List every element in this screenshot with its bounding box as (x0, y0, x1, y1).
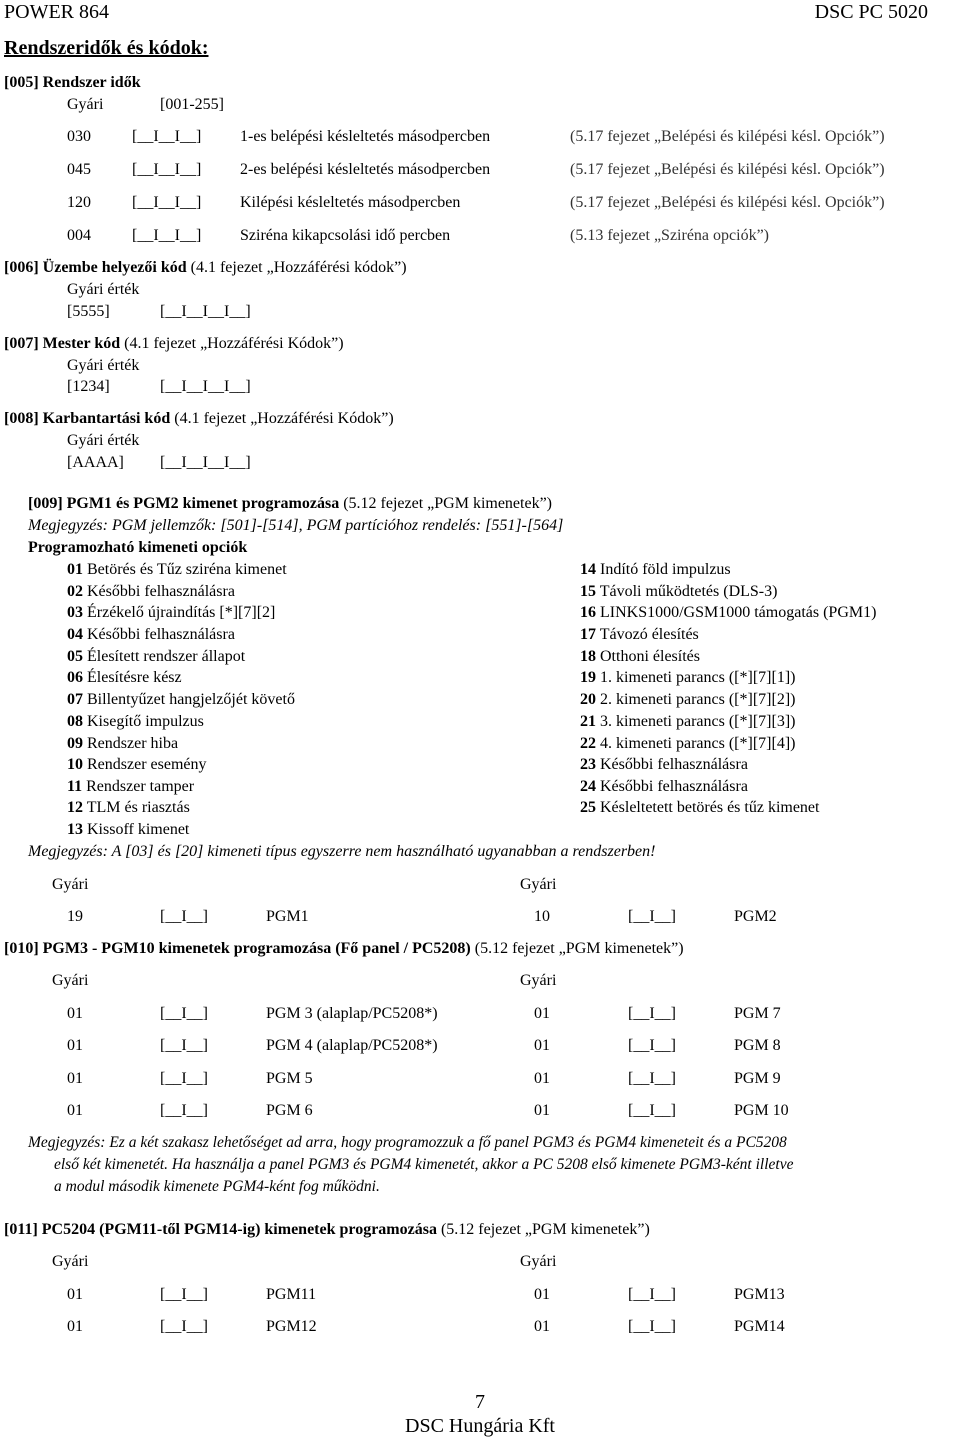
option-text: Távoli működtetés (DLS-3) (596, 583, 778, 600)
row-value: 01 (534, 1102, 550, 1119)
section-009-note-1: Megjegyzés: PGM jellemzők: [501]-[514], PGM partícióhoz rendelés: [551]-[564] (28, 517, 564, 534)
section-007-title: [007] Mester kód (4, 335, 121, 352)
option-text: Élesített rendszer állapot (83, 648, 246, 665)
options-title: Programozható kimeneti opciók (28, 539, 248, 556)
section-008-title: [008] Karbantartási kód (4, 410, 171, 427)
row-value: 01 (534, 1037, 550, 1054)
row-description: 1-es belépési késleltetés másodpercben (240, 128, 491, 145)
option-text: Későbbi felhasználásra (596, 778, 748, 795)
list-item (580, 714, 795, 730)
list-item (67, 627, 235, 643)
output-name: PGM 3 (alaplap/PC5208*) (266, 1005, 438, 1022)
output-name: PGM 9 (734, 1070, 781, 1087)
output-name: PGM 8 (734, 1037, 781, 1054)
output-name: PGM12 (266, 1318, 317, 1335)
section-008-heading (4, 411, 394, 427)
entry-box[interactable]: [__I__] (160, 1102, 208, 1119)
section-006-title: [006] Üzembe helyezői kód (4, 259, 187, 276)
option-text: Rendszer tamper (82, 778, 195, 795)
entry-box[interactable]: [__I__] (628, 1005, 676, 1022)
list-item (67, 800, 190, 816)
option-text: Érzékelő újraindítás [*][7][2] (83, 604, 276, 621)
row-value: 01 (67, 1070, 83, 1087)
option-text: Távozó élesítés (596, 626, 699, 643)
row-reference: (5.17 fejezet „Belépési és kilépési késl. Opciók”) (570, 194, 885, 211)
list-item (67, 822, 189, 838)
option-number: 21 (580, 713, 596, 730)
option-number: 02 (67, 583, 83, 600)
section-009-note-2: Megjegyzés: A [03] és [20] kimeneti típus egyszerre nem használható ugyanabban a rendszerben! (28, 843, 656, 860)
option-text: 4. kimeneti parancs ([*][7][4]) (596, 735, 796, 752)
option-number: 14 (580, 561, 596, 578)
list-item (580, 627, 699, 643)
option-text: Rendszer esemény (83, 756, 207, 773)
section-005-range: [001-255] (160, 96, 224, 113)
option-number: 05 (67, 648, 83, 665)
section-009-title: [009] PGM1 és PGM2 kimenet programozása (28, 495, 340, 512)
list-item (67, 714, 204, 730)
section-007-heading (4, 336, 344, 352)
option-number: 08 (67, 713, 83, 730)
list-item (67, 649, 245, 665)
entry-box[interactable]: [__I__I__] (132, 161, 202, 178)
list-item (580, 605, 876, 621)
option-text: Élesítésre kész (83, 669, 182, 686)
option-text: Késleltetett betörés és tűz kimenet (596, 799, 820, 816)
option-number: 06 (67, 669, 83, 686)
list-item (67, 779, 194, 795)
header-left: POWER 864 (4, 1, 109, 23)
option-text: Otthoni élesítés (596, 648, 700, 665)
option-number: 03 (67, 604, 83, 621)
option-text: Kissoff kimenet (83, 821, 190, 838)
list-item (580, 670, 795, 686)
section-007-reference: (4.1 fejezet „Hozzáférési Kódok”) (120, 335, 344, 352)
section-010-note-line-1: Megjegyzés: Ez a két szakasz lehetőséget ad arra, hogy programozzuk a fő panel PGM3 és PGM4 kimeneteit és a PC5208 (28, 1134, 787, 1151)
list-item (580, 800, 819, 816)
section-010-note-line-3: a modul második kimenete PGM4-ként fog működni. (54, 1178, 380, 1195)
section-009-heading (28, 496, 552, 512)
list-item (580, 584, 777, 600)
row-value: 01 (67, 1102, 83, 1119)
option-text: Kisegítő impulzus (83, 713, 204, 730)
section-007-default-label: Gyári érték (67, 357, 140, 374)
option-number: 23 (580, 756, 596, 773)
row-value: 01 (534, 1286, 550, 1303)
option-number: 16 (580, 604, 596, 621)
section-008-default-value: [AAAA] (67, 454, 124, 471)
section-010-title: [010] PGM3 - PGM10 kimenetek programozása (Fő panel / PC5208) (4, 940, 471, 957)
output-name: PGM11 (266, 1286, 317, 1303)
list-item (580, 757, 748, 773)
output-name: PGM 5 (266, 1070, 313, 1087)
section-010-default-right: Gyári (520, 972, 557, 989)
entry-box[interactable]: [__I__] (628, 1070, 676, 1087)
row-value: 01 (534, 1318, 550, 1335)
row-value: 004 (67, 227, 91, 244)
section-011-default-left: Gyári (52, 1253, 89, 1270)
section-009-default-right: Gyári (520, 876, 557, 893)
option-text: 1. kimeneti parancs ([*][7][1]) (596, 669, 796, 686)
row-value: 01 (67, 1286, 83, 1303)
row-value: 01 (534, 1070, 550, 1087)
option-text: Betörés és Tűz sziréna kimenet (83, 561, 287, 578)
list-item (67, 670, 182, 686)
section-010-reference: (5.12 fejezet „PGM kimenetek”) (470, 940, 684, 957)
list-item (580, 562, 731, 578)
list-item (580, 779, 748, 795)
row-description: Kilépési késleltetés másodpercben (240, 194, 461, 211)
option-text: Billentyűzet hangjelzőjét követő (83, 691, 295, 708)
entry-box[interactable]: [__I__] (628, 1286, 676, 1303)
row-value: 10 (534, 908, 550, 925)
option-number: 04 (67, 626, 83, 643)
section-005-default-label: Gyári (67, 96, 104, 113)
section-009-reference: (5.12 fejezet „PGM kimenetek”) (339, 495, 553, 512)
option-text: Későbbi felhasználásra (596, 756, 748, 773)
row-value: 120 (67, 194, 91, 211)
list-item (580, 649, 700, 665)
section-006-heading (4, 260, 407, 276)
entry-box[interactable]: [__I__] (628, 1318, 676, 1335)
section-007-default-value: [1234] (67, 378, 110, 395)
section-006-entry-box[interactable]: [__I__I__I__] (160, 303, 251, 320)
section-006-default-label: Gyári érték (67, 281, 140, 298)
section-006-reference: (4.1 fejezet „Hozzáférési kódok”) (186, 259, 407, 276)
output-name: PGM 4 (alaplap/PC5208*) (266, 1037, 438, 1054)
row-description: Sziréna kikapcsolási idő percben (240, 227, 451, 244)
entry-box[interactable]: [__I__] (628, 1102, 676, 1119)
list-item (67, 584, 235, 600)
section-011-title: [011] PC5204 (PGM11-től PGM14-ig) kimenetek programozása (4, 1221, 437, 1238)
list-item (67, 692, 295, 708)
option-text: 3. kimeneti parancs ([*][7][3]) (596, 713, 796, 730)
section-008-default-label: Gyári érték (67, 432, 140, 449)
option-number: 18 (580, 648, 596, 665)
option-number: 19 (580, 669, 596, 686)
row-value: 01 (67, 1037, 83, 1054)
header-right: DSC PC 5020 (814, 1, 928, 23)
option-number: 22 (580, 735, 596, 752)
row-reference: (5.13 fejezet „Sziréna opciók”) (570, 227, 770, 244)
option-text: Indító föld impulzus (596, 561, 731, 578)
list-item (67, 605, 275, 621)
list-item (67, 736, 178, 752)
entry-box[interactable]: [__I__] (628, 1037, 676, 1054)
output-name: PGM2 (734, 908, 777, 925)
list-item (67, 562, 287, 578)
section-006-default-value: [5555] (67, 303, 110, 320)
option-text: TLM és riasztás (83, 799, 190, 816)
entry-box[interactable]: [__I__] (160, 1005, 208, 1022)
entry-box[interactable]: [__I__I__] (132, 227, 202, 244)
option-number: 13 (67, 821, 83, 838)
option-text: LINKS1000/GSM1000 támogatás (PGM1) (596, 604, 877, 621)
section-011-heading (4, 1222, 650, 1238)
option-number: 20 (580, 691, 596, 708)
row-value: 01 (67, 1318, 83, 1335)
entry-box[interactable]: [__I__] (160, 1070, 208, 1087)
option-text: Későbbi felhasználásra (83, 583, 235, 600)
row-description: 2-es belépési késleltetés másodpercben (240, 161, 491, 178)
row-value: 01 (534, 1005, 550, 1022)
option-number: 12 (67, 799, 83, 816)
output-name: PGM 7 (734, 1005, 781, 1022)
option-number: 10 (67, 756, 83, 773)
entry-box[interactable]: [__I__] (160, 1037, 208, 1054)
entry-box[interactable]: [__I__] (160, 1286, 208, 1303)
option-text: Későbbi felhasználásra (83, 626, 235, 643)
entry-box[interactable]: [__I__] (160, 908, 208, 925)
option-number: 15 (580, 583, 596, 600)
row-value: 030 (67, 128, 91, 145)
row-reference: (5.17 fejezet „Belépési és kilépési késl. Opciók”) (570, 128, 885, 145)
option-number: 09 (67, 735, 83, 752)
list-item (67, 757, 207, 773)
output-name: PGM14 (734, 1318, 785, 1335)
page-title: Rendszeridők és kódok: (4, 37, 209, 59)
option-number: 17 (580, 626, 596, 643)
option-text: 2. kimeneti parancs ([*][7][2]) (596, 691, 796, 708)
entry-box[interactable]: [__I__] (628, 908, 676, 925)
section-007-entry-box[interactable]: [__I__I__I__] (160, 378, 251, 395)
option-number: 11 (67, 778, 83, 795)
section-010-default-left: Gyári (52, 972, 89, 989)
row-value: 19 (67, 908, 83, 925)
option-number: 25 (580, 799, 596, 816)
section-010-note-line-2: első két kimenetét. Ha használja a panel PGM3 és PGM4 kimenetét, akkor a PC 5208 első kimenete PGM3-ként illetve (54, 1156, 794, 1173)
option-number: 01 (67, 561, 83, 578)
option-text: Rendszer hiba (83, 735, 179, 752)
entry-box[interactable]: [__I__I__] (132, 128, 202, 145)
section-011-reference: (5.12 fejezet „PGM kimenetek”) (436, 1221, 650, 1238)
list-item (580, 736, 795, 752)
output-name: PGM13 (734, 1286, 785, 1303)
footer-company: DSC Hungária Kft (405, 1415, 555, 1437)
output-name: PGM1 (266, 908, 309, 925)
section-011-default-right: Gyári (520, 1253, 557, 1270)
option-number: 07 (67, 691, 83, 708)
page-number: 7 (475, 1391, 485, 1413)
row-value: 045 (67, 161, 91, 178)
row-reference: (5.17 fejezet „Belépési és kilépési késl. Opciók”) (570, 161, 885, 178)
row-value: 01 (67, 1005, 83, 1022)
output-name: PGM 6 (266, 1102, 313, 1119)
entry-box[interactable]: [__I__] (160, 1318, 208, 1335)
list-item (580, 692, 795, 708)
section-005-title: [005] Rendszer idők (4, 74, 141, 91)
section-009-default-left: Gyári (52, 876, 89, 893)
output-name: PGM 10 (734, 1102, 789, 1119)
section-008-reference: (4.1 fejezet „Hozzáférési Kódok”) (170, 410, 394, 427)
option-number: 24 (580, 778, 596, 795)
section-008-entry-box[interactable]: [__I__I__I__] (160, 454, 251, 471)
entry-box[interactable]: [__I__I__] (132, 194, 202, 211)
section-010-heading (4, 941, 684, 957)
